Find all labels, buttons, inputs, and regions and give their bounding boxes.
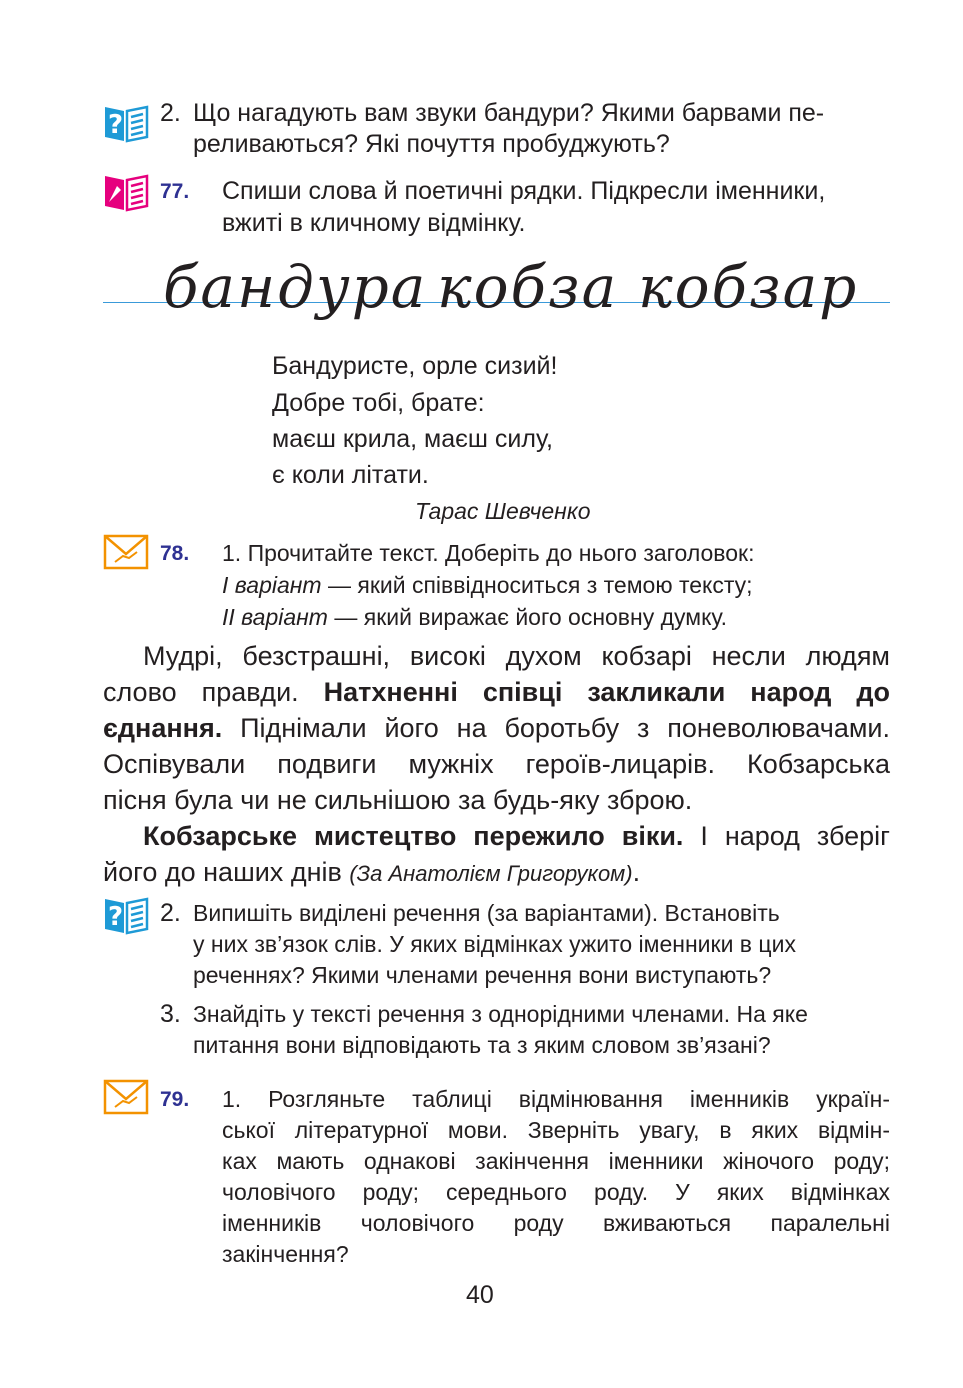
question-number: 3. (160, 1000, 181, 1028)
question-text-line: Випишіть виділені речення (за варіантами). Встановіть (193, 900, 780, 926)
text-line: Мудрі, безстрашні, високі духом кобзарі несли людям (143, 641, 890, 671)
question-text-line: реченнях? Якими членами речення вони виступають? (193, 962, 772, 988)
pen-book-icon (103, 172, 149, 212)
poem-line: Добре тобі, брате: (272, 389, 485, 417)
question-text-line: реливаються? Які почуття пробуджують? (193, 130, 670, 158)
exercise-text-line: 1. Розгляньте таблиці відмінювання іменників україн- (222, 1086, 890, 1112)
question-text-line: питання вони відповідають та з яким словом зв’язані? (193, 1032, 771, 1058)
exercise-number: 79. (160, 1088, 190, 1111)
handshake-envelope-icon (103, 534, 149, 570)
text-line (103, 854, 640, 892)
exercise-text-line (222, 602, 727, 633)
exercise-text-line: вжиті в кличному відмінку. (222, 209, 526, 237)
text-normal: його до наших днів (103, 857, 350, 887)
svg-text:?: ? (108, 902, 124, 932)
variant-desc: — який співвідноситься з темою тексту; (321, 572, 753, 598)
poem-line: є коли літати. (272, 461, 429, 489)
highlighted-sentence: Натхненні співці закликали народ до (323, 677, 890, 707)
text-normal: . (632, 857, 641, 887)
exercise-number: 78. (160, 542, 190, 565)
exercise-text-line (222, 570, 753, 601)
highlighted-sentence: єднання. (103, 713, 223, 743)
question-book-icon (103, 103, 149, 143)
poem-author: Тарас Шевченко (415, 498, 591, 524)
cursive-word: кобза (437, 253, 619, 321)
text-normal: Піднімали його на боротьбу з поневолювачами. (222, 713, 890, 743)
exercise-text-line: ках мають однакові закінчення іменники жіночого роду; (222, 1148, 890, 1174)
text-source: (За Анатолієм Григоруком) (349, 861, 633, 886)
variant-desc: — який виражає його основну думку. (327, 604, 728, 630)
text-line (143, 818, 890, 854)
question-text-line: Що нагадують вам звуки бандури? Якими барвами пе- (193, 99, 825, 127)
exercise-text-line: 1. Прочитайте текст. Доберіть до нього заголовок: (222, 540, 755, 566)
question-text-line: Знайдіть у тексті речення з однорідними членами. На яке (193, 1001, 808, 1027)
exercise-text-line: закінчення? (222, 1241, 349, 1267)
variant-label: I варіант (222, 572, 322, 598)
highlighted-sentence: Кобзарське мистецтво пережило віки. (143, 821, 684, 851)
text-normal: І народ зберіг (683, 821, 890, 851)
text-normal: слово правди. (103, 677, 324, 707)
handshake-envelope-icon (103, 1079, 149, 1115)
poem-line: Бандуристе, орле сизий! (272, 352, 558, 380)
text-line (103, 674, 890, 710)
cursive-word: кобзар (638, 253, 859, 321)
variant-label: II варіант (222, 604, 328, 630)
text-line: Оспівували подвиги мужніх героїв-лицарів. Кобзарська (103, 749, 890, 779)
page-number: 40 (466, 1281, 494, 1309)
question-number: 2. (160, 99, 181, 127)
question-book-icon (103, 895, 149, 935)
text-line (103, 710, 890, 746)
question-text-line: у них зв’язок слів. У яких відмінках ужито іменники в цих (193, 931, 796, 957)
text-line: пісня була чи не сильнішою за будь-яку зброю. (103, 785, 693, 815)
exercise-text-line: Спиши слова й поетичні рядки. Підкресли іменники, (222, 177, 826, 205)
exercise-text-line: чоловічого роду; середнього роду. У яких відмінках (222, 1179, 890, 1205)
exercise-number: 77. (160, 180, 190, 203)
cursive-word: бандура (163, 253, 428, 321)
exercise-text-line: іменників чоловічого роду вживаються паралельні (222, 1210, 890, 1236)
poem-line: маєш крила, маєш силу, (272, 425, 553, 453)
question-number: 2. (160, 899, 181, 927)
svg-text:?: ? (108, 110, 124, 140)
exercise-text-line: ської літературної мови. Зверніть увагу, в яких відмін- (222, 1117, 890, 1143)
